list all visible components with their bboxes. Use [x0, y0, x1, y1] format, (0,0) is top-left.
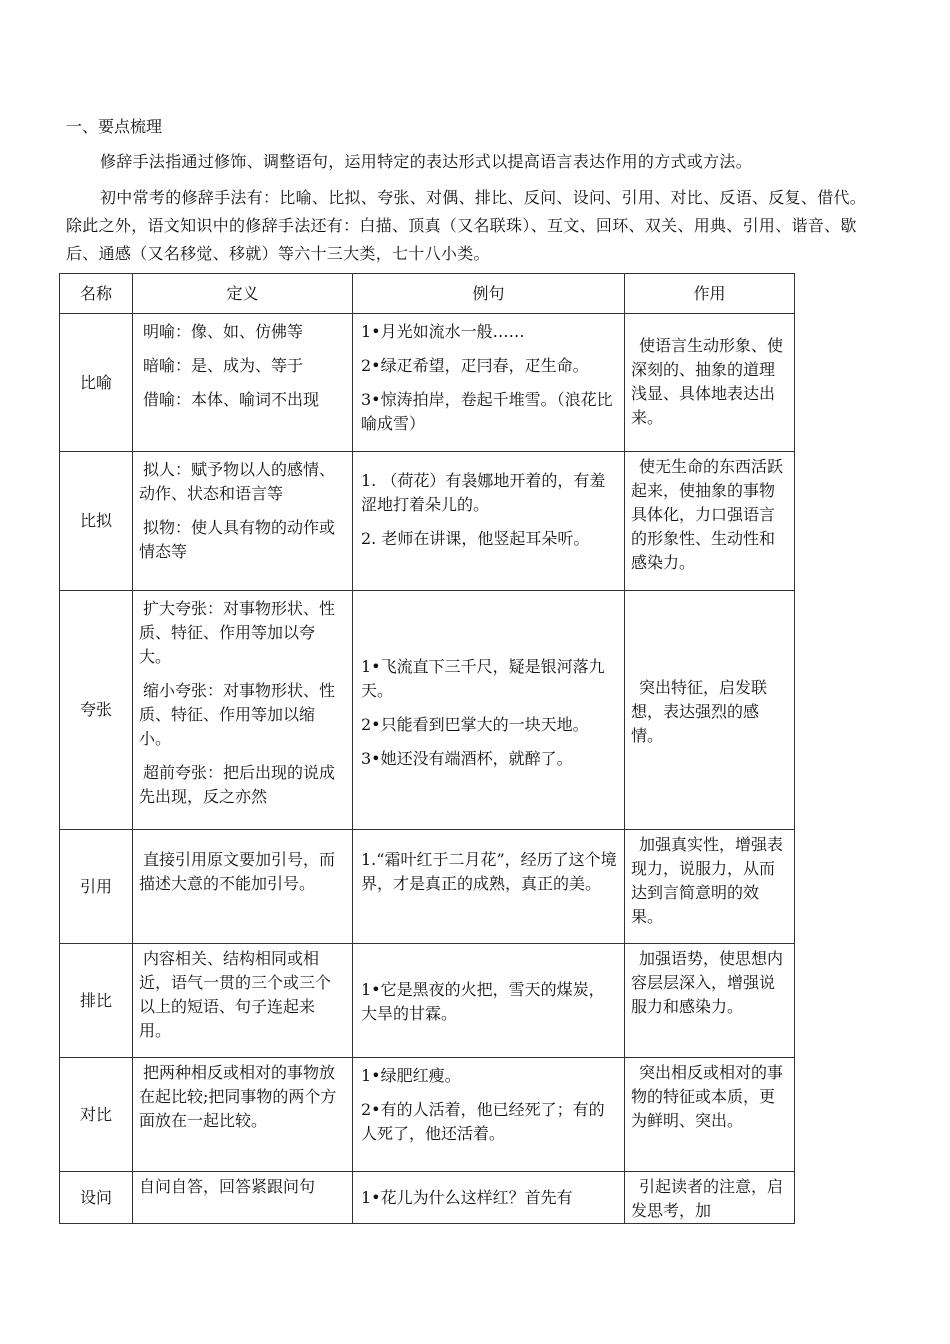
row-definition [133, 452, 353, 591]
intro-paragraph-definition: 修辞手法指通过修饰、调整语句，运用特定的表达形式以提高语言表达作用的方式或方法。 [100, 152, 753, 171]
example-line: 1•月光如流水一般…… [361, 322, 525, 341]
table-row [60, 1172, 795, 1224]
definition-line: 明喻：像、如、仿佛等 [143, 322, 304, 341]
definition-line: 缩小夸张：对事物形状、性质、特征、作用等加以缩小。 [139, 681, 336, 748]
row-example: 1.“霜叶红于二月花”，经历了这个境界，才是真正的成熟，真正的美。 [353, 830, 625, 944]
header-definition: 定义 [133, 274, 353, 314]
row-effect: 突出特征，启发联想，表达强烈的感情。 [625, 591, 795, 830]
table-row [60, 314, 795, 452]
row-definition [133, 314, 353, 452]
row-name: 夸张 [60, 591, 133, 830]
row-name: 引用 [60, 830, 133, 944]
row-example [353, 314, 625, 452]
row-definition: 自问自答，回答紧跟问句 [133, 1172, 353, 1224]
row-effect: 突出相反或相对的事物的特征或本质，更为鲜明、突出。 [625, 1058, 795, 1172]
table-header-row [60, 274, 795, 314]
example-line: 2•有的人活着，他已经死了；有的人死了，他还活着。 [361, 1100, 605, 1143]
table-row [60, 452, 795, 591]
definition-line: 拟人：赋予物以人的感情、动作、状态和语言等 [139, 460, 336, 503]
definition-line: 扩大夸张：对事物形状、性质、特征、作用等加以夸大。 [139, 599, 336, 666]
row-example [353, 591, 625, 830]
row-name: 对比 [60, 1058, 133, 1172]
header-effect: 作用 [625, 274, 795, 314]
example-line: 2•绿疋希望，疋冃春，疋生命。 [361, 356, 589, 375]
example-line: 3•她还没有端酒杯，就醉了。 [361, 749, 573, 768]
example-line: 3•惊涛拍岸，卷起千堆雪。（浪花比喻成雪） [361, 390, 613, 433]
row-name: 设问 [60, 1172, 133, 1224]
example-line: 1. （荷花）有袅娜地开着的，有羞涩地打着朵儿的。 [361, 471, 606, 514]
row-example: 1•它是黑夜的火把，雪天的煤炭，大旱的甘霖。 [353, 944, 625, 1058]
row-effect: 使无生命的东西活跃起来，使抽象的事物具体化，力口强语言的形象性、生动性和感染力。 [625, 452, 795, 591]
intro-paragraph-list: 初中常考的修辞手法有：比喻、比拟、夸张、对偶、排比、反问、设问、引用、对比、反语、反复、借代。除此之外，语文知识中的修辞手法还有：白描、顶真（又名联珠）、互文、回环、双关、用典、引用、谐音、歇后、通感（又名移觉、移就）等六十三大类，七十八小类。 [66, 188, 867, 263]
row-effect: 加强真实性，增强表现力，说服力，从而达到言简意明的效果。 [625, 830, 795, 944]
section-heading: 一、要点梳理 [66, 117, 163, 136]
example-line: 1•绿肥红瘦。 [361, 1066, 461, 1085]
row-effect: 使语言生动形象、使深刻的、抽象的道理浅显、具体地表达出来。 [625, 314, 795, 452]
header-example: 例句 [353, 274, 625, 314]
definition-line: 拟物：使人具有物的动作或情态等 [139, 518, 336, 561]
row-example: 1•花儿为什么这样红？首先有 [353, 1172, 625, 1224]
rhetoric-table [59, 273, 795, 1224]
row-definition: 内容相关、结构相同或相近，语气一贯的三个或三个以上的短语、句子连起来用。 [133, 944, 353, 1058]
example-line: 2. 老师在讲课，他竖起耳朵听。 [361, 529, 590, 548]
definition-line: 借喻：本体、喻词不出现 [143, 390, 320, 409]
row-example [353, 452, 625, 591]
header-name: 名称 [60, 274, 133, 314]
row-example [353, 1058, 625, 1172]
example-line: 2•只能看到巴掌大的一块天地。 [361, 715, 589, 734]
row-definition: 直接引用原文要加引号，而描述大意的不能加引号。 [133, 830, 353, 944]
row-name: 比拟 [60, 452, 133, 591]
row-definition: 把两种相反或相对的事物放在起比较;把同事物的两个方面放在一起比较。 [133, 1058, 353, 1172]
row-name: 排比 [60, 944, 133, 1058]
row-effect: 加强语势，使思想内容层层深入，增强说服力和感染力。 [625, 944, 795, 1058]
definition-line: 超前夸张：把后出现的说成先出现，反之亦然 [139, 763, 336, 806]
example-line: 1•飞流直下三千尺，疑是银河落九天。 [361, 657, 605, 700]
definition-line: 暗喻：是、成为、等于 [143, 356, 304, 375]
row-name: 比喻 [60, 314, 133, 452]
row-effect: 引起读者的注意，启发思考，加 [625, 1172, 795, 1224]
table-row [60, 944, 795, 1058]
table-row [60, 830, 795, 944]
row-definition [133, 591, 353, 830]
table-row [60, 591, 795, 830]
table-row [60, 1058, 795, 1172]
